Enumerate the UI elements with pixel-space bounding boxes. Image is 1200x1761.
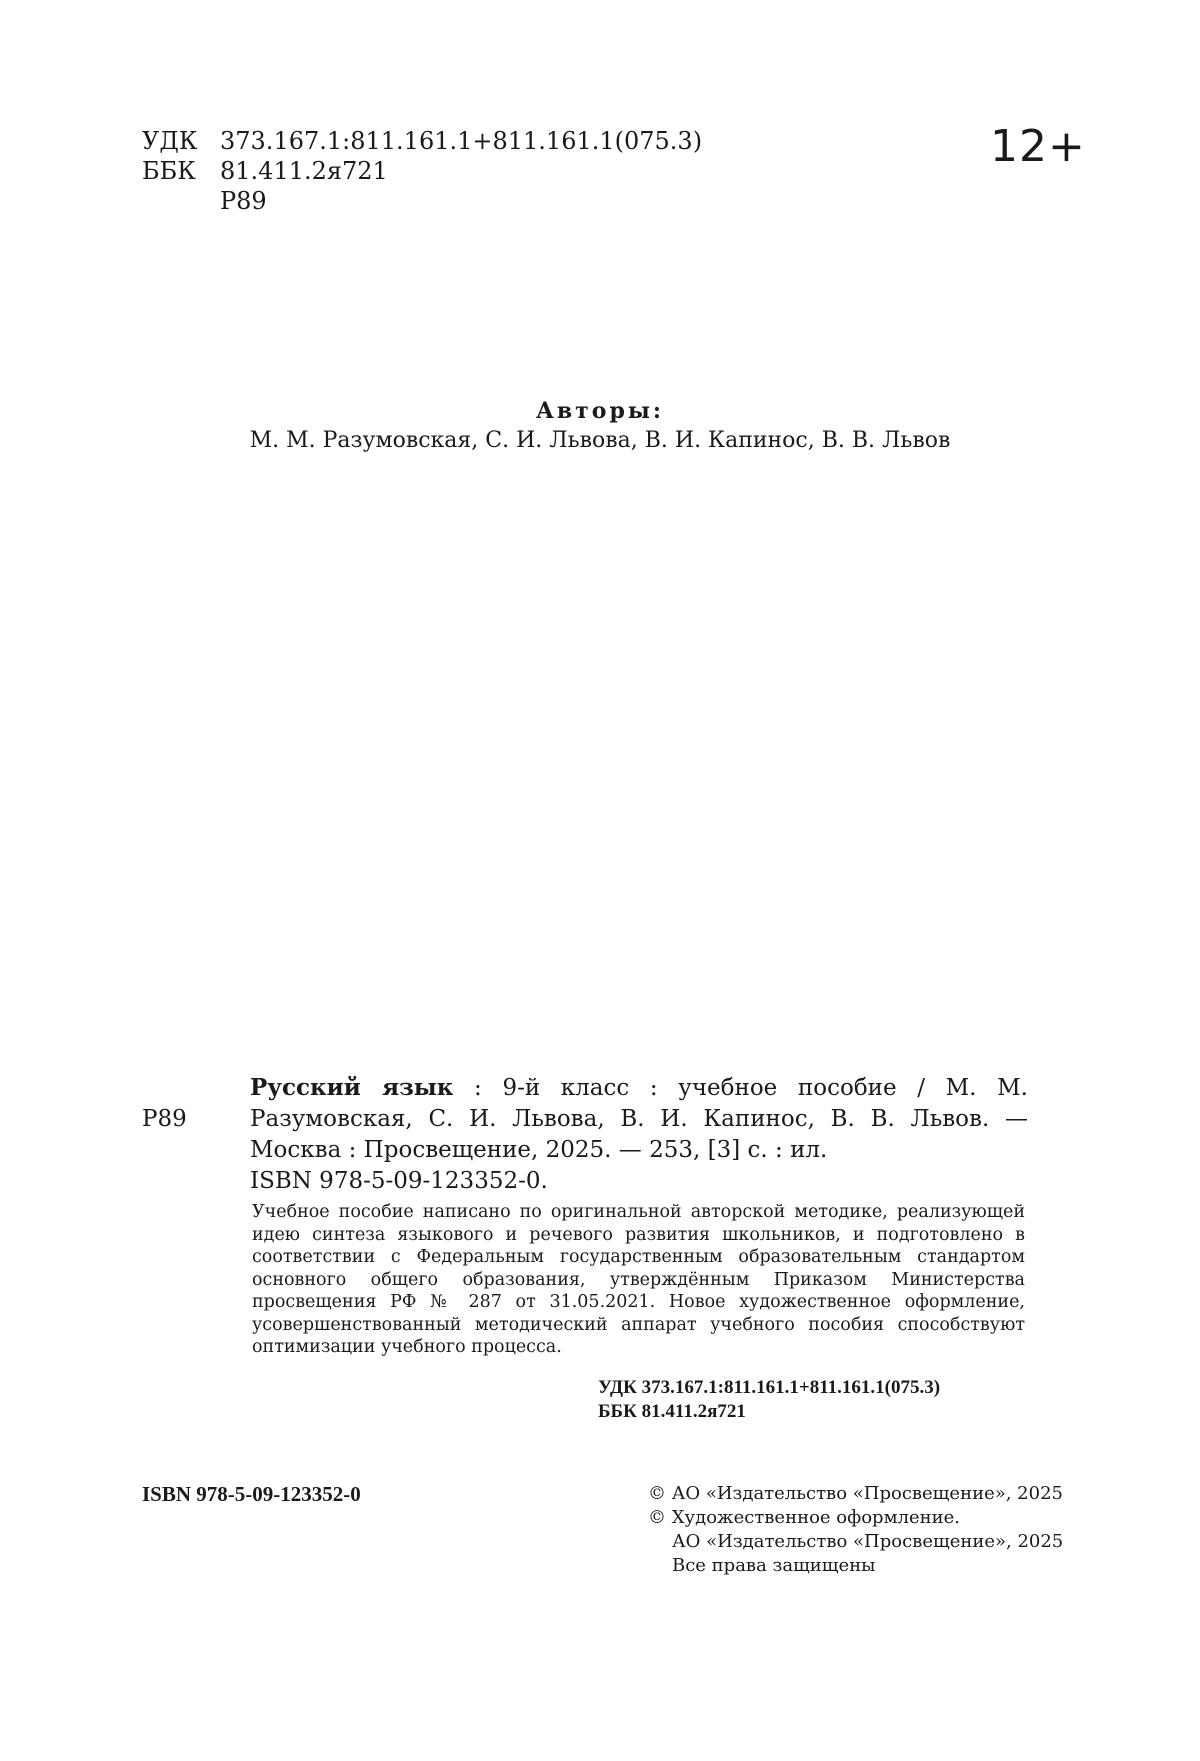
- annotation: Учебное пособие написано по оригинальной авторской методике, реализующей идею синтеза языкового и речевого развития школьников, и подготовлено в соответствии с Федеральным государственным образовательным стандартом основного общего образования, утверждённым Приказом Министерства просвещения РФ № 287 от 31.05.2021. Новое художественное оформление, усовершенствованный методический аппарат учебного пособия способствуют оптимизации учебного процесса.: [252, 1202, 1025, 1357]
- bibliographic-side-mark: Р89: [142, 1106, 187, 1132]
- book-title: Русский язык: [250, 1074, 454, 1101]
- udk-line: УДК 373.167.1:811.161.1+811.161.1(075.3): [598, 1377, 941, 1398]
- copyright-block: [648, 1482, 1063, 1578]
- bbk-row: [142, 156, 862, 186]
- copyright-line-1: © АО «Издательство «Просвещение», 2025: [648, 1483, 1063, 1504]
- udk-value: 373.167.1:811.161.1+811.161.1(075.3): [220, 127, 703, 155]
- udk-key: УДК: [142, 127, 198, 155]
- bbk-value: 81.411.2я721: [220, 157, 388, 185]
- rights-reserved: Все права защищены: [672, 1555, 876, 1576]
- author-mark: Р89: [220, 187, 267, 215]
- udk-row: [142, 126, 862, 156]
- copyright-line-3: АО «Издательство «Просвещение», 2025: [672, 1531, 1064, 1552]
- bibliographic-description: [250, 1072, 1028, 1166]
- bbk-key: ББК: [142, 157, 196, 185]
- bbk-line: ББК 81.411.2я721: [598, 1401, 746, 1422]
- authors-heading: Авторы:: [535, 398, 665, 424]
- copyright-line-2: © Художественное оформление.: [648, 1507, 961, 1528]
- bibliographic-isbn: ISBN 978-5-09-123352-0.: [250, 1168, 548, 1194]
- footer-isbn: ISBN 978-5-09-123352-0: [142, 1482, 361, 1506]
- authors-names: М. М. Разумовская, С. И. Львова, В. И. Капинос, В. В. Львов: [249, 428, 951, 453]
- age-rating: 12+: [990, 121, 1086, 172]
- book-description: : 9-й класс : учебное пособие / М. М. Разумовская, С. И. Львова, В. И. Капинос, В. В. Львов. — Москва : Просвещение, 2025. — 253, [3] с. : ил.: [250, 1075, 1028, 1163]
- classification-block: [142, 126, 862, 221]
- author-mark-row: [142, 186, 862, 216]
- codes-block: [598, 1376, 940, 1424]
